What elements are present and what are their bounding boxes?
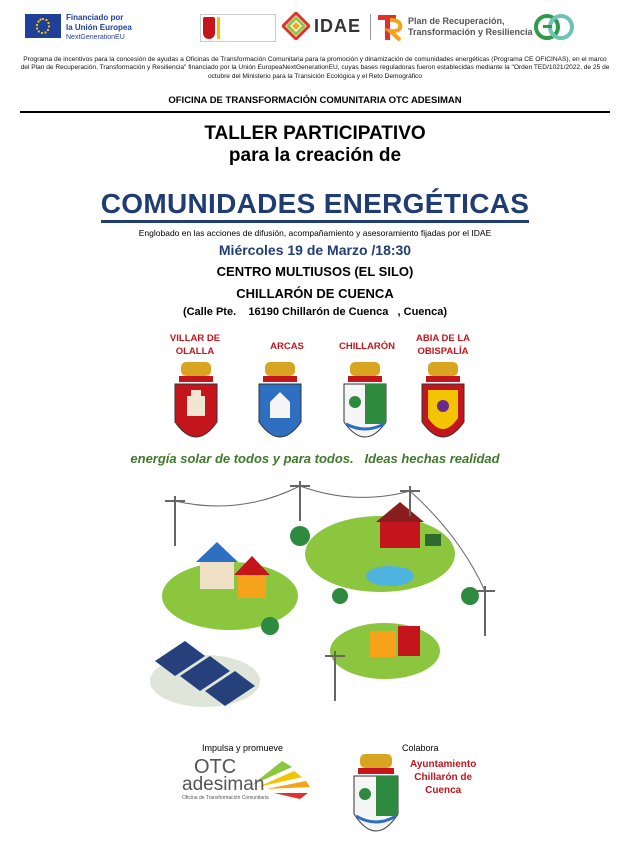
energy-community-illustration [140,476,500,721]
eu-line1: Financiado por [66,13,124,22]
arcas-crest-icon [259,362,301,437]
event-title-line1: TALLER PARTICIPATIVO [204,123,426,144]
prtr-line1: Plan de Recuperación, [408,16,505,26]
crest-label-line1: ARCAS [270,341,304,352]
crest-label-line1: ABIA DE LA [415,333,470,344]
idae-logo [282,12,361,40]
eco-logo-icon [534,12,574,42]
prtr-line2: Transformación y Resiliencia [408,27,533,37]
otc-adesiman-logo [182,757,312,803]
event-town: CHILLARÓN DE CUENCA [236,286,394,301]
spain-shield-icon [203,17,215,39]
crest-abia [398,332,488,358]
ayto-line1: Ayuntamiento [410,759,477,770]
subtitle: Englobado en las acciones de difusión, acompañamiento y asesoramiento fijadas por el IDAE [138,228,492,238]
otc-caption: Oficina de Transformación Comunitaria [182,795,269,801]
chillaron-footer-crest-icon [352,752,400,838]
barn-icon [376,502,441,548]
idae-mark-icon [282,12,310,40]
impulsa-label: Impulsa y promueve [202,743,284,753]
otc-word: OTC [194,756,237,778]
eu-funding-label [66,13,132,43]
program-description: Programa de incentivos para la concesión de ayudas a Oficinas de Transformación Comunitaria para la promoción y dinamización de comunidades energéticas (Programa CE OFICINAS), en el marco del Plan de Recuperación, Transformación y Resiliencia" financiado por la Unión EuropeaNextGenerationEU, cuyas bases reguladoras fueron establecidas mediante la "Orden TED/1021/2022, de 25 de octubre del Ministerio para la Transición Ecológica y el Reto Demográfico [20,56,610,80]
recovery-plan-icon [376,12,404,42]
crest-label-line1: VILLAR DE [169,333,221,344]
headline-wrapper [0,188,630,220]
municipal-crests [160,360,480,450]
eu-line2: la Unión Europea [66,23,132,32]
abia-crest-icon [422,362,464,437]
event-address: (Calle Pte. 16190 Chillarón de Cuenca , Cuenca) [182,306,448,318]
ayto-line3: Cuenca [425,785,462,796]
event-venue: CENTRO MULTIUSOS (EL SILO) [216,264,414,279]
slogan: energía solar de todos y para todos. Ideas hechas realidad [130,451,500,466]
crest-arcas [242,340,332,353]
recovery-plan-logo [376,12,533,42]
eu-line3: NextGenerationEU [66,34,125,41]
chillaron-crest-icon [344,362,386,437]
adesiman-word: adesiman [182,774,265,795]
office-name: OFICINA DE TRANSFORMACIÓN COMUNITARIA OTC ADESIMAN [168,95,462,106]
eu-flag-icon [25,14,61,38]
divider-rule [20,111,610,113]
crest-villar [150,332,240,358]
crest-label-line2: OBISPALÍA [417,346,469,357]
idae-wordmark: IDAE [314,15,362,36]
headline: COMUNIDADES ENERGÉTICAS [101,188,530,223]
crest-label-line1: CHILLARÓN [339,341,395,352]
crest-label-line2: OLALLA [175,346,215,357]
colabora-label: Colabora [402,743,439,753]
event-date: Miércoles 19 de Marzo /18:30 [218,242,412,258]
event-title-line2: para la creación de [228,145,402,166]
ministry-logo [200,14,276,42]
ayuntamiento-label [410,758,476,797]
logo-divider [370,14,371,40]
ayto-line2: Chillarón de [414,772,473,783]
villar-crest-icon [175,362,217,437]
